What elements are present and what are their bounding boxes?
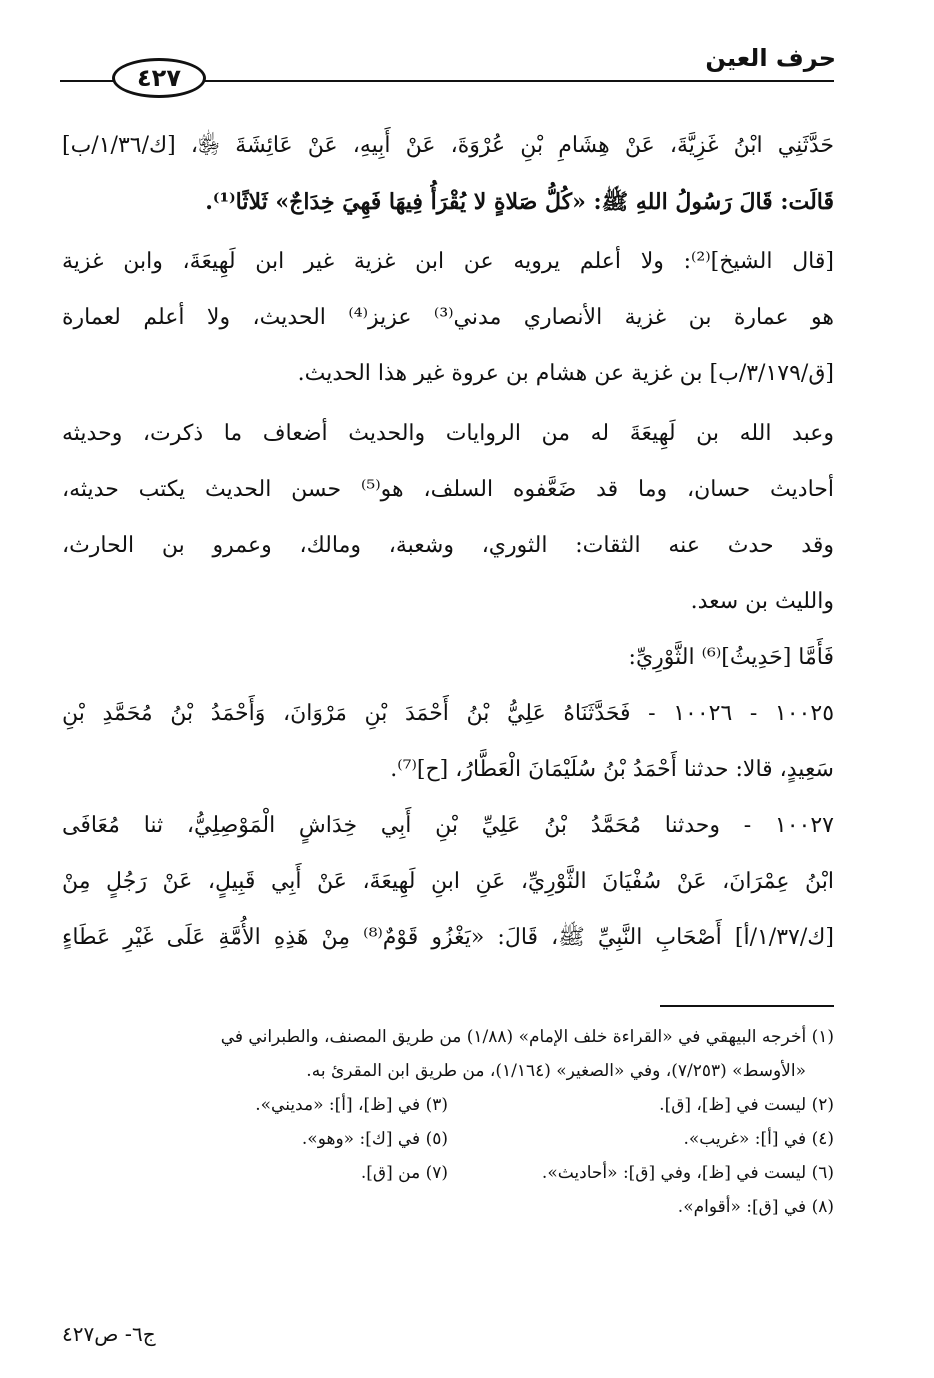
text-line: أحاديث حسان، وما قد ضَعَّفوه السلف، هو⁽⁵⁾ حسن الحديث يكتب حديثه،: [62, 477, 834, 502]
text-line: [ك/١/٣٧/أ] أَصْحَابِ النَّبِيِّ ﷺ، قَالَ: «يَغْزُو قَوْمٌ⁽⁸⁾ مِنْ هَذِهِ الأُمَّةِ عَلَى غَيْرِ عَطَاءٍ: [62, 925, 834, 950]
text-line: ابْنُ عِمْرَانَ، عَنْ سُفْيَانَ الثَّوْرِيِّ، عَنِ ابنِ لَهِيعَةَ، عَنْ أَبِي قَبِيلٍ، عَنْ رَجُلٍ مِنْ: [62, 869, 834, 894]
footnote-row: [62, 1122, 834, 1156]
text-line: سَعِيدٍ، قالا: حدثنا أَحْمَدُ بْنُ سُلَيْمَانَ الْعَطَّارُ، [ح]⁽⁷⁾.: [390, 757, 834, 782]
main-text: [62, 118, 834, 966]
footnote-1-continued: «الأوسط» (٧/٢٥٣)، وفي «الصغير» (١/١٦٤)، من طريق ابن المقرئ به.: [306, 1061, 806, 1081]
text-line: هو عمارة بن غزية الأنصاري مدني⁽³⁾ عزيز⁽⁴⁾ الحديث، ولا أعلم لعمارة: [62, 305, 834, 330]
paragraph-thawri-heading: [62, 630, 834, 686]
text-line: فَأَمَّا [حَدِيثُ]⁽⁶⁾ الثَّوْرِيِّ:: [628, 645, 834, 670]
footnote-5: (٥) في [ك]: «وهو».: [301, 1129, 448, 1149]
paragraph-ibn-lahia: [62, 406, 834, 630]
text-line: حَدَّثَنِي ابْنُ غَزِيَّةَ، عَنْ هِشَامِ بْنِ عُرْوَةَ، عَنْ أَبِيهِ، عَنْ عَائِشَةَ ﵂، [ك/١/٣٦/ب]: [62, 133, 834, 158]
footnote-separator: [660, 1005, 834, 1007]
paragraph-hadith-10025: [62, 686, 834, 798]
footnote-7: (٧) من [ق].: [360, 1163, 448, 1183]
text-line: ١٠٠٢٥ - ١٠٠٢٦ - فَحَدَّثَنَاهُ عَلِيُّ بْنُ أَحْمَدَ بْنِ مَرْوَانَ، وَأَحْمَدُ بْنُ مُحَمَّدِ بْنِ: [62, 701, 835, 726]
footnote-6: (٦) ليست في [ظ]، وفي [ق]: «أحاديث».: [541, 1163, 834, 1183]
footnote-row: [62, 1088, 834, 1122]
page-number-badge: ٤٢٧: [112, 58, 206, 98]
text-line: قَالَت: قَالَ رَسُولُ اللهِ ﷺ: «كُلُّ صَلاةٍ لا يُقْرَأُ فِيهَا فَهِيَ خِدَاجٌ» ثَلاثًا⁽¹⁾.: [205, 189, 834, 215]
text-line: والليث بن سعد.: [690, 589, 834, 614]
text-line: [ق/٣/١٧٩/ب] بن غزية عن هشام بن عروة غير هذا الحديث.: [297, 361, 834, 386]
footnote-3: (٣) في [ظ]، [أ]: «مديني».: [255, 1095, 448, 1115]
footnotes: [62, 1020, 834, 1224]
text-line: وقد حدث عنه الثقات: الثوري، وشعبة، ومالك، وعمرو بن الحارث،: [62, 533, 834, 558]
running-header-title: حرف العين: [705, 44, 836, 72]
footnote-4: (٤) في [أ]: «غريب».: [683, 1129, 834, 1149]
paragraph-sheikh-comment: [62, 234, 834, 402]
text-line: ١٠٠٢٧ - وحدثنا مُحَمَّدُ بْنُ عَلِيِّ بْنِ أَبِي خِدَاشٍ الْمَوْصِلِيُّ، ثنا مُعَافَى: [62, 813, 834, 838]
text-line: وعبد الله بن لَهِيعَةَ له من الروايات والحديث أضعاف ما ذكرت، وحديثه: [62, 421, 834, 446]
footnote-2: (٢) ليست في [ظ]، [ق].: [659, 1095, 834, 1115]
footnote-8: (٨) في [ق]: «أقوام».: [677, 1197, 834, 1217]
paragraph-hadith-chain: [62, 118, 834, 230]
text-line: [قال الشيخ]⁽²⁾: ولا أعلم يرويه عن ابن غزية غير ابن لَهِيعَةَ، وابن غزية: [62, 249, 834, 274]
footnote-row: [62, 1156, 834, 1190]
volume-page-reference: ج٦- ص٤٢٧: [62, 1322, 156, 1346]
paragraph-hadith-10027: [62, 798, 834, 966]
footnote-1: (١) أخرجه البيهقي في «القراءة خلف الإمام» (١/٨٨) من طريق المصنف، والطبراني في: [220, 1027, 834, 1047]
